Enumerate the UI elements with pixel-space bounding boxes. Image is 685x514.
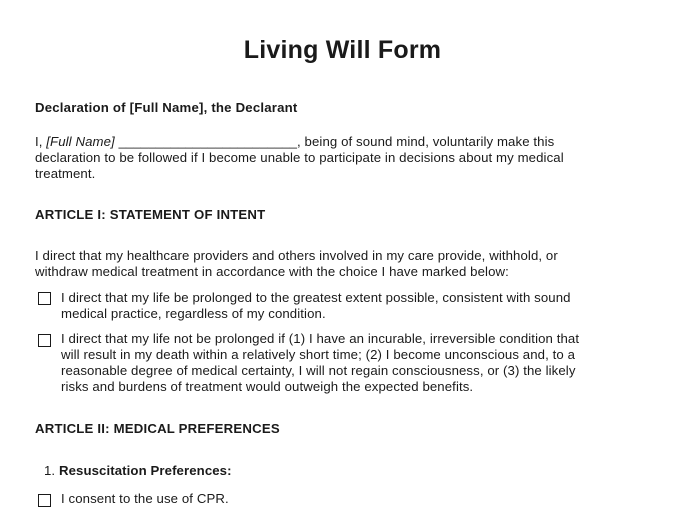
- cpr-consent-text: I consent to the use of CPR.: [61, 491, 229, 506]
- article-1-para-line-2: withdraw medical treatment in accordance with the choice I have marked below:: [35, 264, 509, 279]
- option-line: I direct that my life not be prolonged if (1) I have an incurable, irreversible condition that: [61, 331, 580, 346]
- intro-prefix: I,: [35, 134, 47, 149]
- option-line: I direct that my life be prolonged to the greatest extent possible, consistent with sound: [61, 290, 571, 305]
- article-1-paragraph: [35, 248, 655, 280]
- name-blank-line[interactable]: ________________________: [114, 134, 298, 149]
- declaration-heading: Declaration of [Full Name], the Declarant: [35, 100, 298, 115]
- option-line: risks and burdens of treatment would outweigh the expected benefits.: [61, 379, 474, 394]
- article-2-heading: ARTICLE II: MEDICAL PREFERENCES: [35, 421, 280, 436]
- cpr-consent-checkbox[interactable]: [38, 494, 51, 507]
- prolong-life-checkbox[interactable]: [38, 292, 51, 305]
- option-line: medical practice, regardless of my condition.: [61, 306, 326, 321]
- intro-line-1: [35, 134, 655, 150]
- item-number: 1.: [44, 463, 56, 478]
- intro-line-1-rest: , being of sound mind, voluntarily make this: [297, 134, 555, 149]
- not-prolong-life-option-text: [61, 331, 621, 395]
- resuscitation-preferences-item: [44, 463, 232, 479]
- intro-paragraph: [35, 134, 655, 182]
- resuscitation-preferences-label: Resuscitation Preferences:: [58, 463, 232, 478]
- intro-line-3: treatment.: [35, 166, 96, 181]
- option-line: reasonable degree of medical certainty, I will not regain consciousness, or (3) the likely: [61, 363, 576, 378]
- not-prolong-life-checkbox[interactable]: [38, 334, 51, 347]
- article-1-para-line-1: I direct that my healthcare providers and others involved in my care provide, withhold, or: [35, 248, 558, 263]
- prolong-life-option-text: [61, 290, 621, 322]
- full-name-placeholder: [Full Name]: [46, 134, 115, 149]
- page-title: Living Will Form: [243, 36, 442, 64]
- option-line: will result in my death within a relatively short time; (2) I become unconscious and, to a: [61, 347, 576, 362]
- intro-line-2: declaration to be followed if I become unable to participate in decisions about my medical: [35, 150, 564, 165]
- article-1-heading: ARTICLE I: STATEMENT OF INTENT: [35, 207, 266, 222]
